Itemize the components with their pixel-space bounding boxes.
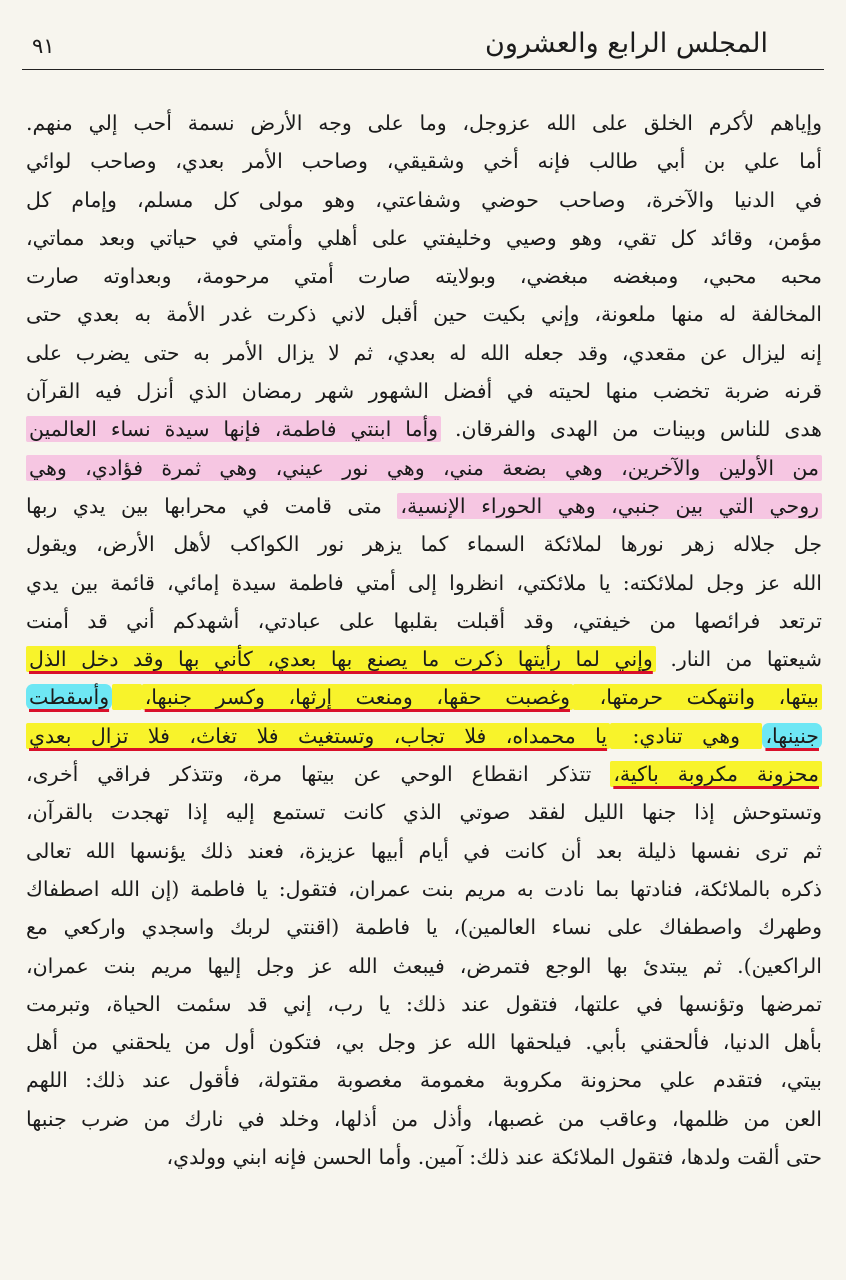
text-line xyxy=(26,372,822,410)
text-line xyxy=(26,678,822,716)
text-line xyxy=(26,449,822,487)
yellow-highlight-underlined: يا محمداه، فلا تجاب، وتستغيث فلا تغاث، فلا تزال بعدي xyxy=(26,723,610,749)
yellow-highlight: بيتها، وانتهكت حرمتها، xyxy=(573,684,822,710)
page-title: المجلس الرابع والعشرون xyxy=(485,28,768,59)
yellow-highlight xyxy=(112,684,142,710)
text-line xyxy=(26,410,822,448)
cyan-highlight-underlined: جنينها، xyxy=(762,723,822,749)
text-line xyxy=(26,602,822,640)
text-segment: أما علي بن أبي طالب فإنه أخي وشقيقي، وصاحب الأمر بعدي، وصاحب لوائي xyxy=(26,149,822,174)
text-segment: ثم ترى نفسها ذليلة بعد أن كانت في أيام أبيها عزيزة، فعند ذلك يؤنسها الله تعالى xyxy=(26,838,822,863)
text-segment: وتستوحش إذا جنها الليل لفقد صوتي الذي كانت تستمع إليه إذا تهجدت بالقرآن، xyxy=(26,800,822,825)
text-segment: تمرضها وتؤنسها في علتها، فتقول عند ذلك: يا رب، إني قد سئمت الحياة، وتبرمت xyxy=(26,991,822,1016)
text-line xyxy=(26,640,822,678)
text-line xyxy=(26,525,822,563)
text-segment: وطهرك واصطفاك على نساء العالمين)، يا فاطمة (اقنتي لربك واسجدي واركعي مع xyxy=(26,915,822,940)
page-header xyxy=(22,22,824,74)
text-segment: متى قامت في محرابها بين يدي ربها xyxy=(26,493,398,518)
header-divider xyxy=(22,69,824,70)
pink-highlight: روحي التي بين جنبي، وهي الحوراء الإنسية، xyxy=(397,493,822,519)
text-segment: إنه ليزال عن مقعدي، وقد جعله الله له بعدي، ثم لا يزال الأمر به حتى يضرب على xyxy=(26,340,822,365)
yellow-highlight-underlined: وغصبت حقها، ومنعت إرثها، وكسر جنبها، xyxy=(142,684,573,710)
page-number: ٩١ xyxy=(32,34,55,58)
text-line xyxy=(26,717,822,755)
yellow-highlight: وهي تنادي: xyxy=(610,723,762,749)
text-segment: جل جلاله زهر نورها لملائكة السماء كما يزهر نور الكواكب لأهل الأرض، ويقول xyxy=(26,532,822,557)
text-line xyxy=(26,564,822,602)
text-segment: ذكره بالملائكة، فنادتها بما نادت به مريم بنت عمران، فتقول: يا فاطمة (إن الله اصطفاك xyxy=(26,876,822,901)
text-segment: مؤمن، وقائد كل تقي، وهو وصيي وخليفتي على أهلي وأمتي في حياتي وبعد مماتي، xyxy=(26,225,822,250)
text-line xyxy=(26,985,822,1023)
text-segment: حتى ألقت ولدها، فتقول الملائكة عند ذلك: آمين. وأما الحسن فإنه ابني وولدي، xyxy=(166,1145,822,1170)
text-line xyxy=(26,755,822,793)
text-line xyxy=(26,295,822,333)
text-line xyxy=(26,181,822,219)
text-line xyxy=(26,219,822,257)
text-line xyxy=(26,1061,822,1099)
text-segment: محبه محبي، ومبغضه مبغضي، وبولايته صارت أمتي مرحومة، وبعداوته صارت xyxy=(26,264,822,289)
text-line xyxy=(26,870,822,908)
text-line xyxy=(26,104,822,142)
text-segment: في الدنيا والآخرة، وصاحب حوضي وشفاعتي، وهو مولى كل مسلم، وإمام كل xyxy=(26,187,822,212)
text-line xyxy=(26,1138,822,1176)
text-line xyxy=(26,908,822,946)
text-line xyxy=(26,142,822,180)
yellow-highlight-underlined: وإني لما رأيتها ذكرت ما يصنع بها بعدي، كأني بها وقد دخل الذل xyxy=(26,646,656,672)
text-segment: شيعتها من النار. xyxy=(655,647,822,672)
text-line xyxy=(26,1100,822,1138)
text-line xyxy=(26,487,822,525)
text-line xyxy=(26,334,822,372)
text-segment: الراكعين). ثم يبتدئ بها الوجع فتمرض، فيبعث الله عز وجل إليها مريم بنت عمران، xyxy=(26,953,822,978)
text-segment: المخالفة له منها ملعونة، وإني بكيت حين أقبل لاني ذكرت غدر الأمة به بعدي حتى xyxy=(26,302,822,327)
text-line xyxy=(26,793,822,831)
pink-highlight: وأما ابنتي فاطمة، فإنها سيدة نساء العالمين xyxy=(26,416,441,442)
text-line xyxy=(26,1023,822,1061)
cyan-highlight-underlined: وأسقطت xyxy=(26,684,112,710)
pink-highlight: من الأولين والآخرين، وهي بضعة مني، وهي نور عيني، وهي ثمرة فؤادي، وهي xyxy=(26,455,822,481)
text-segment: الله عز وجل لملائكته: يا ملائكتي، انظروا إلى أمتي فاطمة سيدة إمائي، قائمة بين يدي xyxy=(26,570,822,595)
text-segment: ترتعد فرائصها من خيفتي، وقد أقبلت بقلبها على عبادتي، أشهدكم أني قد أمنت xyxy=(26,608,822,633)
text-segment: بيتي، فتقدم علي محزونة مكروبة مغمومة مغصوبة مقتولة، فأقول عند ذلك: اللهم xyxy=(26,1068,822,1093)
text-line xyxy=(26,947,822,985)
text-segment: وإياهم لأكرم الخلق على الله عزوجل، وما على وجه الأرض نسمة أحب إلي منهم. xyxy=(26,111,822,135)
text-segment: بأهل الدنيا، فألحقني بأبي. فيلحقها الله عز وجل بي، فتكون أول من يلحقني من أهل xyxy=(26,1030,822,1055)
text-line xyxy=(26,832,822,870)
text-segment: تتذكر انقطاع الوحي عن بيتها مرة، وتتذكر فراقي أخرى، xyxy=(26,762,611,787)
text-segment: قرنه ضربة تخضب منها لحيته في أفضل الشهور شهر رمضان الذي أنزل فيه القرآن xyxy=(26,379,822,404)
page-body-text xyxy=(26,104,822,1176)
yellow-highlight-underlined: محزونة مكروبة باكية، xyxy=(610,761,822,787)
text-line xyxy=(26,257,822,295)
text-segment: العن من ظلمها، وعاقب من غصبها، وأذل من أذلها، وخلد في نارك من ضرب جنبها xyxy=(26,1106,822,1131)
text-segment: هدى للناس وبينات من الهدى والفرقان. xyxy=(441,417,822,442)
